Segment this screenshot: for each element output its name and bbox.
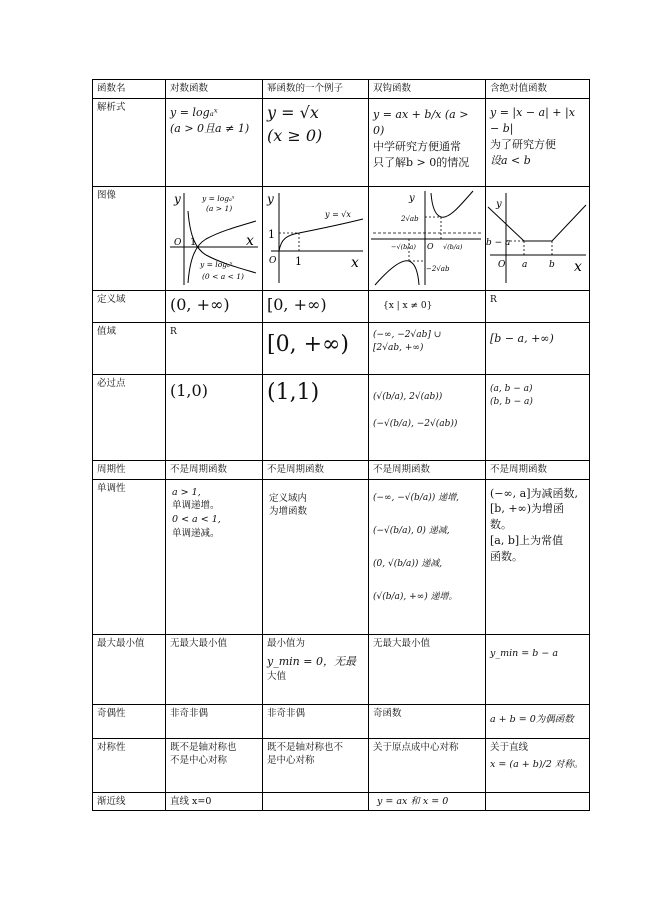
value-line: [2√ab, +∞) — [373, 342, 424, 353]
hook-branch-left — [375, 261, 419, 285]
range-power — [263, 322, 369, 374]
domain-hook — [369, 290, 486, 322]
formula-line: y = |x − a| + |x − b| — [490, 105, 575, 135]
parity-power: 非奇非偶 — [263, 704, 369, 738]
interval-line: (√(b/a), +∞) 递增。 — [373, 591, 458, 602]
text-line: 函数。 — [490, 550, 523, 564]
asymptote-log: 直线 x=0 — [166, 792, 263, 811]
monotonic-hook — [369, 479, 486, 634]
curve-label: y = logₐˣ — [202, 193, 235, 203]
value-label: −2√ab — [426, 264, 450, 273]
period-power: 不是周期函数 — [263, 460, 369, 479]
formula-line: y = logₐˣ — [170, 105, 218, 119]
x-tick-label: −√(b/a) — [391, 242, 416, 251]
text-line: 是中心对称 — [267, 755, 315, 767]
analytic-row — [93, 98, 590, 186]
curve-label: y = √x — [325, 209, 351, 219]
range-abs — [486, 322, 590, 374]
domain-power — [263, 290, 369, 322]
x-axis-label: x — [246, 232, 254, 249]
analytic-abs — [486, 98, 590, 186]
parity-hook: 奇函数 — [369, 704, 486, 738]
value-text: a + b = 0为偶函数 — [490, 713, 574, 725]
value-text: R — [170, 326, 177, 337]
graph-power-cell — [263, 186, 369, 290]
asymptote-hook — [369, 792, 486, 811]
row-label: 定义域 — [93, 290, 166, 322]
value-text: [0, +∞) — [267, 331, 349, 357]
domain-log — [166, 290, 263, 322]
note-line: 为了研究方便 — [490, 137, 556, 151]
interval-line: (0, √(b/a)) 递减, — [373, 558, 443, 569]
row-label: 对称性 — [93, 738, 166, 792]
analytic-power — [263, 98, 369, 186]
y-axis-label: y — [496, 198, 502, 210]
symmetry-abs — [486, 738, 590, 792]
text-line: 不是中心对称 — [170, 755, 228, 767]
symmetry-row — [93, 738, 590, 792]
value-label: b − a — [486, 237, 511, 248]
text-line: 单调递增。 — [172, 500, 220, 512]
sqrt-curve — [279, 219, 363, 251]
extremum-abs — [486, 634, 590, 704]
text-line: 0 < a < 1, — [172, 514, 221, 526]
value-line: (a, b − a) — [490, 383, 533, 394]
value-text: y_min = b − a — [490, 647, 559, 659]
domain-row — [93, 290, 590, 322]
note-line: 设a < b — [490, 153, 531, 167]
text-line: (−∞, a]为减函数, — [490, 486, 579, 500]
period-log: 不是周期函数 — [166, 460, 263, 479]
note-line: 只了解b > 0的情况 — [373, 155, 470, 169]
text-line: x = (a + b)/2 对称。 — [490, 759, 584, 771]
symmetry-log — [166, 738, 263, 792]
log-graph — [166, 187, 262, 289]
value-text: y = ax 和 x = 0 — [377, 795, 449, 807]
fixed-point-power — [263, 374, 369, 460]
text-line: 定义域内 — [269, 492, 308, 504]
value-text: (0, +∞) — [170, 294, 230, 314]
abs-polyline — [488, 205, 586, 241]
monotonic-abs — [486, 479, 590, 634]
note-line: 中学研究方便通常 — [373, 139, 461, 153]
value-text: (1,0) — [170, 380, 208, 400]
row-label: 最大最小值 — [93, 634, 166, 704]
x-axis-label: x — [574, 258, 582, 275]
curve-condition: (0 < a < 1) — [202, 271, 244, 281]
abs-graph — [486, 187, 589, 289]
text-line: 大值 — [267, 671, 287, 683]
extremum-log: 无最大最小值 — [166, 634, 263, 704]
asymptote-power — [263, 792, 369, 811]
parity-log: 非奇非偶 — [166, 704, 263, 738]
graph-abs-cell — [486, 186, 590, 290]
symmetry-power — [263, 738, 369, 792]
fixed-point-log — [166, 374, 263, 460]
domain-abs — [486, 290, 590, 322]
monotonic-power — [263, 479, 369, 634]
text-line: a > 1, — [172, 486, 201, 498]
asymptote-abs — [486, 792, 590, 811]
row-label: 必过点 — [93, 374, 166, 460]
period-row — [93, 460, 590, 479]
text-line: 为增函数 — [269, 506, 308, 518]
extremum-power — [263, 634, 369, 704]
graph-log-cell — [166, 186, 263, 290]
value-line: (b, b − a) — [490, 396, 533, 407]
fixed-point-row — [93, 374, 590, 460]
header-cell: 函数名 — [93, 80, 166, 99]
row-label: 值域 — [93, 322, 166, 374]
tick-b: b — [549, 259, 555, 270]
origin-label: O — [427, 241, 434, 251]
row-label: 奇偶性 — [93, 704, 166, 738]
monotonic-log — [166, 479, 263, 634]
header-cell: 含绝对值函数 — [486, 80, 590, 99]
parity-abs — [486, 704, 590, 738]
value-line: (−√(b/a), −2√(ab)) — [373, 418, 458, 429]
y-axis-label: y — [174, 191, 181, 206]
period-hook: 不是周期函数 — [369, 460, 486, 479]
asymptote-row — [93, 792, 590, 811]
value-text: [0, +∞) — [267, 294, 327, 314]
text-line: 最小值为 — [267, 637, 306, 649]
tick-one-x: 1 — [295, 254, 302, 268]
fixed-point-hook — [369, 374, 486, 460]
range-hook — [369, 322, 486, 374]
period-abs: 不是周期函数 — [486, 460, 590, 479]
sqrt-graph — [263, 187, 368, 289]
hook-branch-right — [431, 191, 473, 217]
header-cell: 幂函数的一个例子 — [263, 80, 369, 99]
formula-line: y = √x — [267, 102, 319, 122]
formula-line: (x ≥ 0) — [267, 125, 323, 145]
text-line: [b, +∞)为增函数。 — [490, 502, 564, 532]
row-label: 渐近线 — [93, 792, 166, 811]
value-label: 2√ab — [401, 214, 419, 223]
row-label: 解析式 — [93, 98, 166, 186]
range-row — [93, 322, 590, 374]
value-line: (−∞, −2√ab] ∪ — [373, 329, 442, 340]
row-label: 图像 — [93, 186, 166, 290]
header-cell: 对数函数 — [166, 80, 263, 99]
tick-a: a — [522, 259, 528, 270]
graph-row — [93, 186, 590, 290]
symmetry-hook: 关于原点成中心对称 — [369, 738, 486, 792]
value-text: (1,1) — [267, 379, 320, 405]
fixed-point-abs — [486, 374, 590, 460]
origin-label: O — [174, 237, 182, 248]
origin-label: O — [269, 255, 277, 266]
text-line: y_min = 0，无最 — [267, 655, 356, 669]
analytic-log — [166, 98, 263, 186]
interval-line: (−∞, −√(b/a)) 递增, — [373, 492, 459, 503]
text-line: [a, b]上为常值 — [490, 534, 564, 548]
origin-label: O — [498, 259, 506, 270]
y-axis-label: y — [409, 192, 415, 204]
range-log — [166, 322, 263, 374]
text-line: 关于直线 — [490, 741, 529, 753]
y-axis-label: y — [267, 191, 274, 206]
row-label: 单调性 — [93, 479, 166, 634]
graph-hook-cell — [369, 186, 486, 290]
formula-line: y = ax + b/x (a > 0) — [373, 107, 469, 137]
hook-graph — [369, 187, 485, 289]
parity-row — [93, 704, 590, 738]
monotonic-row — [93, 479, 590, 634]
text-line: 既不是轴对称也不 — [267, 741, 344, 753]
row-label: 周期性 — [93, 460, 166, 479]
extremum-hook: 无最大最小值 — [369, 634, 486, 704]
header-cell: 双钩函数 — [369, 80, 486, 99]
function-property-table — [92, 79, 590, 811]
extremum-row — [93, 634, 590, 704]
analytic-hook — [369, 98, 486, 186]
header-row — [93, 80, 590, 99]
tick-one: 1 — [190, 236, 197, 248]
text-line: 单调递减。 — [172, 527, 220, 539]
x-tick-label: √(b/a) — [443, 242, 463, 251]
function-property-table-sheet — [92, 79, 589, 811]
value-line: (√(b/a), 2√(ab)) — [373, 391, 443, 402]
text-line: 既不是轴对称也 — [170, 741, 237, 753]
x-axis-label: x — [351, 254, 359, 271]
formula-line: (a > 0且a ≠ 1) — [170, 121, 250, 135]
curve-condition: (a > 1) — [206, 203, 233, 213]
value-text: R — [490, 294, 497, 305]
curve-label: y = logₐˣ — [200, 259, 233, 269]
tick-one-y: 1 — [268, 227, 275, 241]
interval-line: (−√(b/a), 0) 递减, — [373, 525, 450, 536]
value-text: {x | x ≠ 0} — [383, 300, 433, 311]
value-text: [b − a, +∞) — [490, 331, 554, 345]
